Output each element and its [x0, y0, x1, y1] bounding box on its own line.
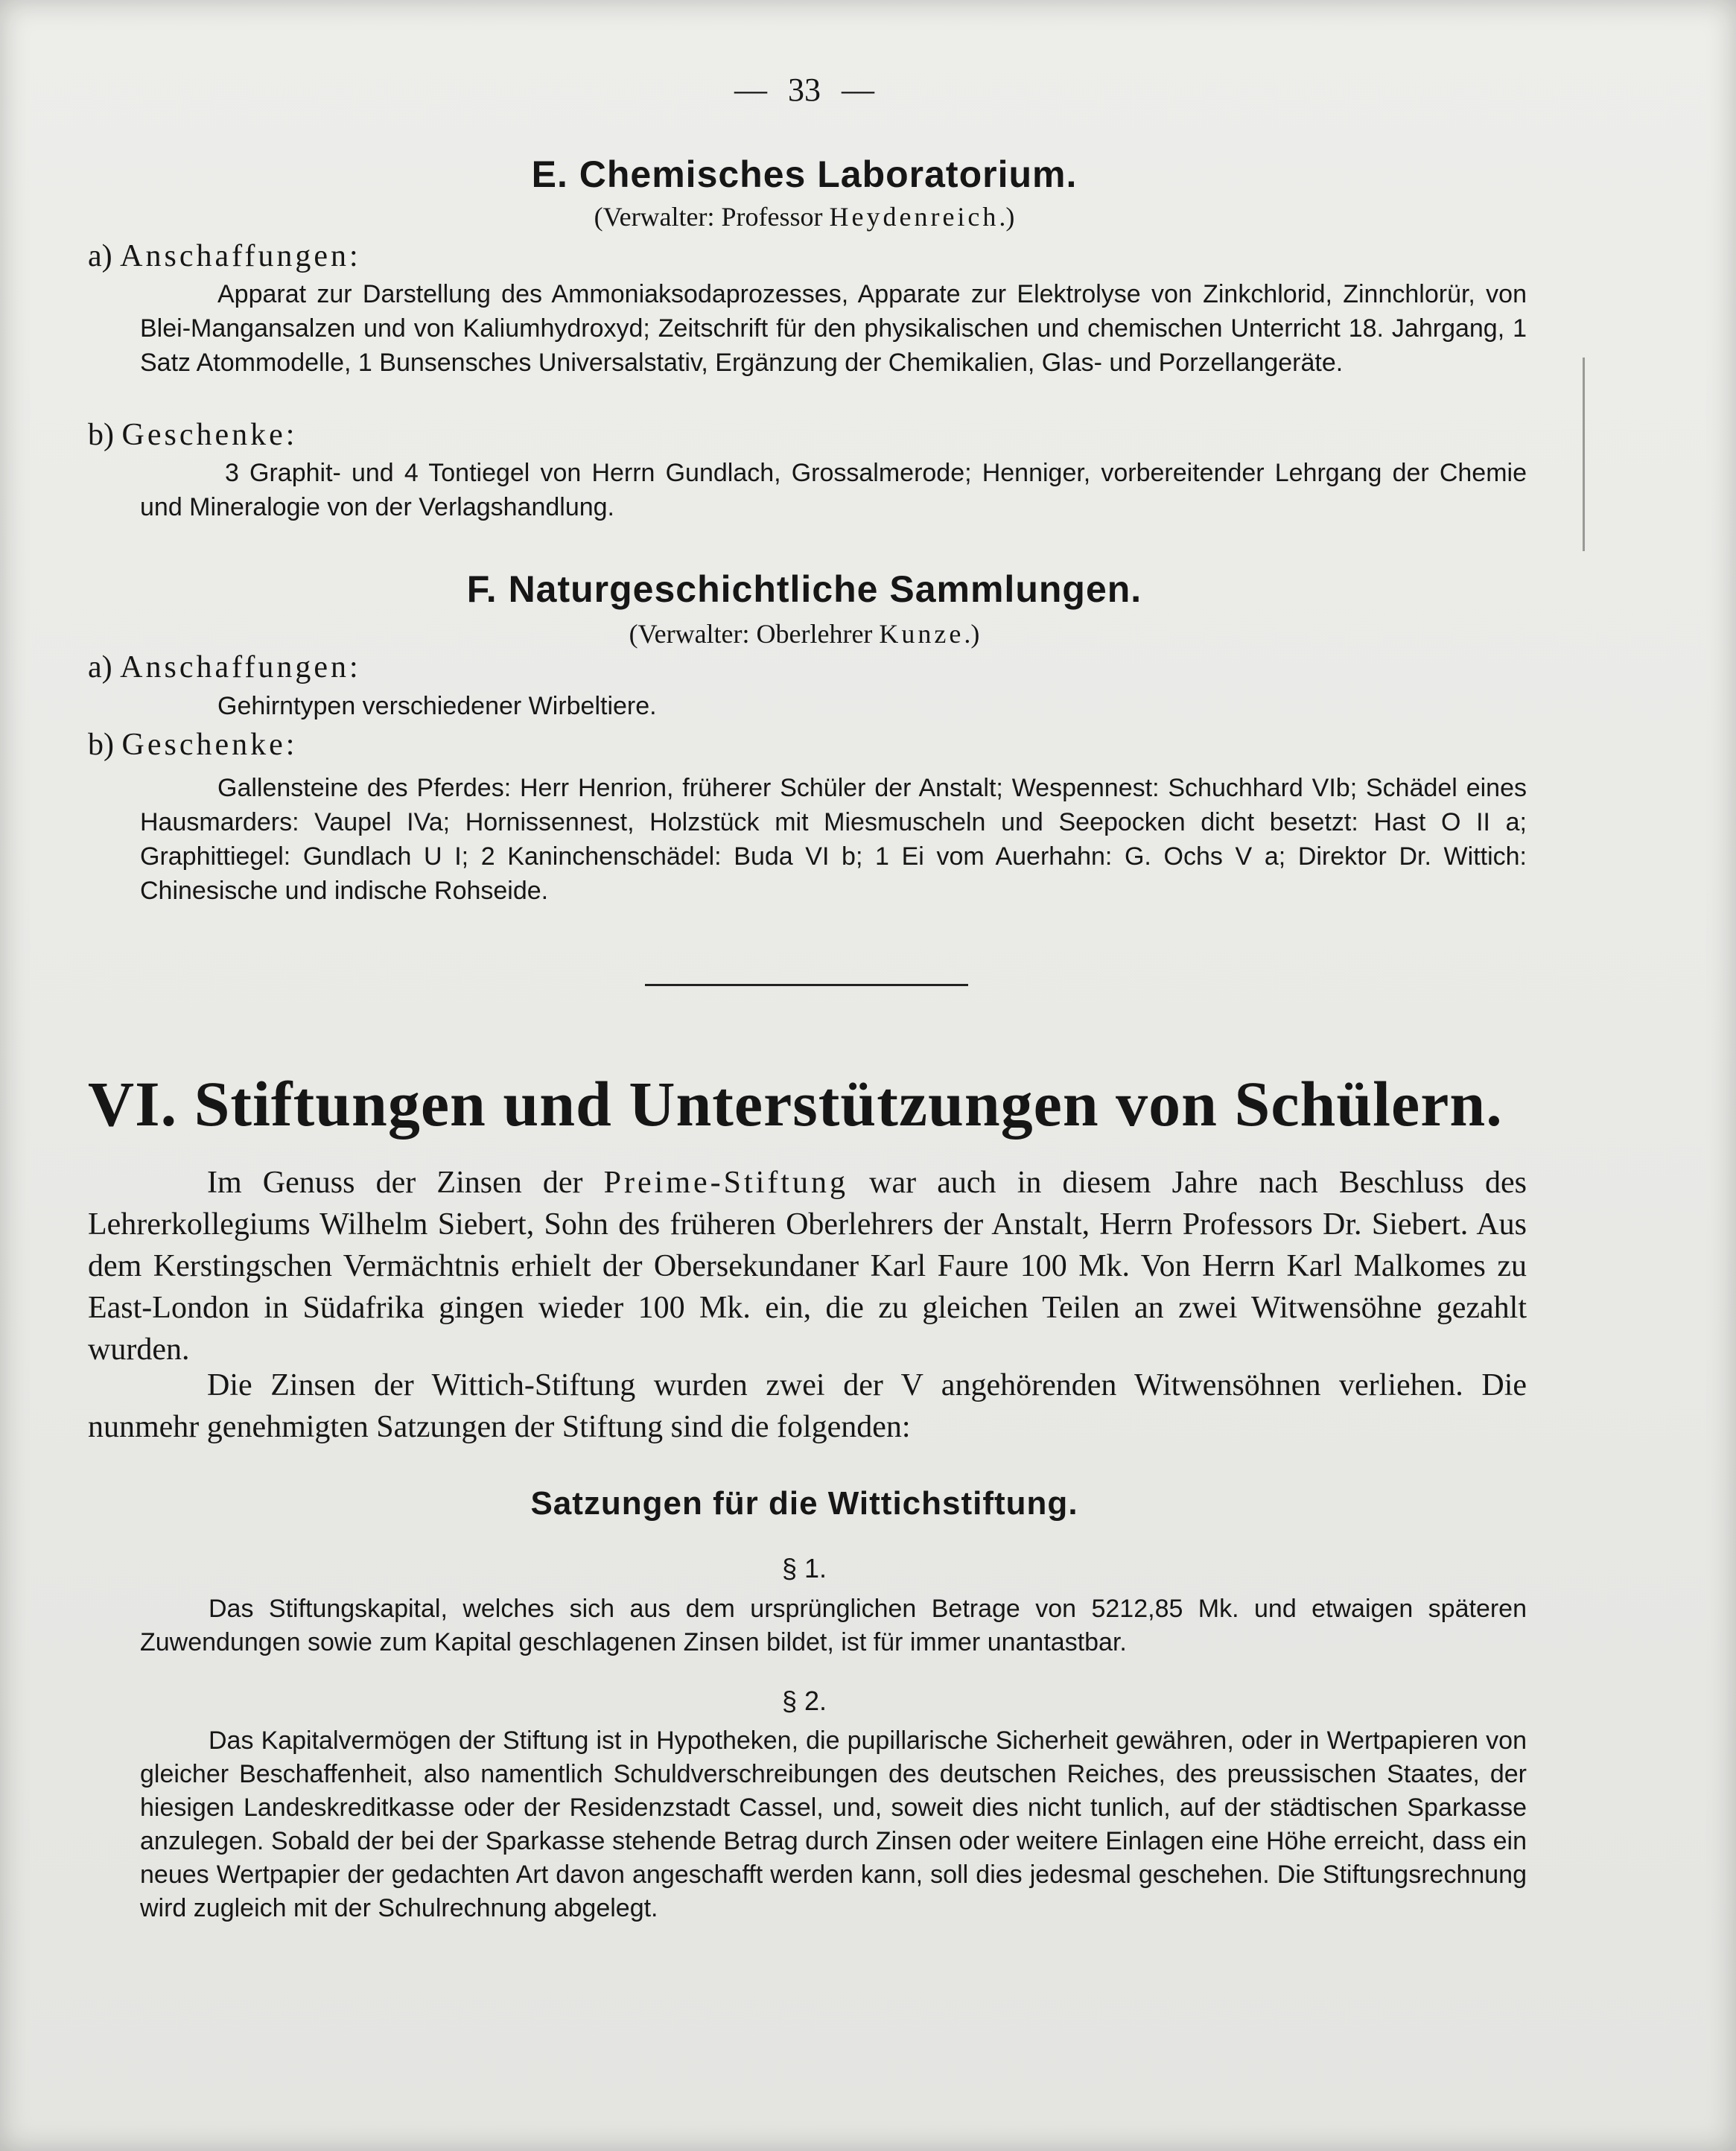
section-e-b-label: b) — [88, 418, 122, 452]
chapter-vi-paragraph-2 — [88, 1364, 1527, 1448]
chapter-vi-p1-rest: war auch in diesem Jahre nach Beschluss des Lehrerkollegiums Wilhelm Siebert, Sohn des früheren Oberlehrers der Anstalt, Herrn Professors Dr. Siebert. Aus dem Kerstingschen Vermächtnis erhielt der Obersekundaner Karl Faure 100 Mk. Von Herrn Karl Malkomes zu East-London in Südafrika gingen wieder 100 Mk. ein, die zu gleichen Teilen an zwei Witwensöhne gezahlt wurden. — [88, 1166, 1527, 1367]
chapter-vi-p2-body: Die Zinsen der Wittich-Stiftung wurden zwei der V angehörenden Witwensöhnen verliehen. Die nunmehr genehmigten Satzungen der Stiftung sind die folgenden: — [88, 1368, 1527, 1444]
section-f-b-text — [140, 771, 1527, 908]
section-divider-rule — [645, 984, 968, 986]
paragraph-1-text — [140, 1592, 1527, 1659]
paragraph-2-text — [140, 1724, 1527, 1925]
chapter-vi-p1-start: Im Genuss der Zinsen der — [207, 1166, 604, 1200]
section-f-a-text — [140, 689, 1527, 723]
section-e-a-heading — [88, 238, 361, 274]
page-dash-left: — — [734, 72, 767, 108]
chapter-vi-p1-foundation: Preime-Stiftung — [603, 1166, 848, 1200]
section-e-a-body: Apparat zur Darstellung des Ammoniaksodaprozesses, Apparate zur Elektrolyse von Zinkchlorid, Zinnchlorür, von Blei-Mangansalzen und von Kaliumhydroxyd; Zeitschrift für den physikalischen und chemischen Unterricht 18. Jahrgang, 1 Satz Atommodelle, 1 Bunsensches Universalstativ, Ergänzung der Chemikalien, Glas- und Porzellangeräte. — [140, 280, 1527, 377]
section-f-b-word: Geschenke: — [121, 728, 298, 762]
section-f-administrator — [0, 618, 1609, 649]
paragraph-1-body: Das Stiftungskapital, welches sich aus dem ursprünglichen Betrage von 5212,85 Mk. und etwaigen späteren Zuwendungen sowie zum Kapital geschlagenen Zinsen bildet, ist für immer unantastbar. — [140, 1595, 1527, 1656]
section-e-administrator — [0, 201, 1609, 232]
section-f-b-label: b) — [88, 728, 122, 762]
section-e-b-text — [140, 456, 1527, 524]
page-number: 33 — [788, 72, 821, 108]
section-e-a-text — [140, 277, 1527, 380]
statutes-title: Satzungen für die Wittichstiftung. — [530, 1485, 1078, 1522]
paragraph-1-label: § 1. — [781, 1553, 827, 1583]
section-e-a-word: Anschaffungen: — [120, 239, 361, 273]
section-e-b-word: Geschenke: — [121, 418, 298, 452]
section-f-b-body: Gallensteine des Pferdes: Herr Henrion, früherer Schüler der Anstalt; Wespennest: Schuchhard VIb; Schädel eines Hausmarders: Vaupel IVa; Hornissennest, Holzstück mit Miesmuscheln und Seepocken dicht besetzt: Hast O II a; Graphittiegel: Gundlach U I; 2 Kaninchenschädel: Buda VI b; 1 Ei vom Auerhahn: G. Ochs V a; Direktor Dr. Wittich: Chinesische und indische Rohseide. — [140, 774, 1527, 905]
section-e-admin-suffix: .) — [999, 202, 1015, 232]
section-f-admin-name: Kunze — [879, 619, 964, 649]
paragraph-2-label: § 2. — [781, 1685, 827, 1716]
section-e-admin-prefix: (Verwalter: Professor — [594, 202, 830, 232]
section-f-a-heading — [88, 649, 361, 685]
section-e-b-body: 3 Graphit- und 4 Tontiegel von Herrn Gundlach, Grossalmerode; Henniger, vorbereitender Lehrgang der Chemie und Mineralogie von der Verlagshandlung. — [140, 459, 1527, 521]
paragraph-2-body: Das Kapitalvermögen der Stiftung ist in Hypotheken, die pupillarische Sicherheit gewähren, oder in Wertpapieren von gleicher Beschaffenheit, also namentlich Schuldverschreibungen des deutschen Reiches, des preussischen Staates, der hiesigen Landeskreditkasse oder der Residenzstadt Cassel, und, soweit dies nicht tunlich, auf der städtischen Sparkasse anzulegen. Sobald der bei der Sparkasse stehende Betrag durch Zinsen oder weitere Einlagen eine Höhe erreicht, dass ein neues Wertpapier der gedachten Art davon angeschafft werden kann, soll dies jedesmal geschehen. Die Stiftungsrechnung wird zugleich mit der Schulrechnung abgelegt. — [140, 1726, 1527, 1922]
section-e-b-heading — [88, 417, 297, 453]
section-f-admin-prefix: (Verwalter: Oberlehrer — [629, 619, 880, 649]
section-e-title: E. Chemisches Laboratorium. — [531, 153, 1078, 195]
section-e-admin-name: Heydenreich — [829, 202, 999, 232]
chapter-vi-paragraph-1 — [88, 1162, 1527, 1370]
section-f-a-body: Gehirntypen verschiedener Wirbeltiere. — [217, 692, 657, 720]
scan-margin-mark — [1583, 358, 1585, 551]
page-number-line — [0, 71, 1609, 109]
section-f-a-word: Anschaffungen: — [120, 650, 361, 684]
section-e-a-label: a) — [88, 239, 121, 273]
section-f-b-heading — [88, 727, 297, 763]
section-f-title: F. Naturgeschichtliche Sammlungen. — [466, 568, 1142, 610]
section-f-admin-suffix: .) — [964, 619, 980, 649]
page-dash-right: — — [842, 72, 874, 108]
chapter-vi-title: VI. Stiftungen und Unterstützungen von Schülern. — [88, 1068, 1503, 1140]
section-f-a-label: a) — [88, 650, 121, 684]
